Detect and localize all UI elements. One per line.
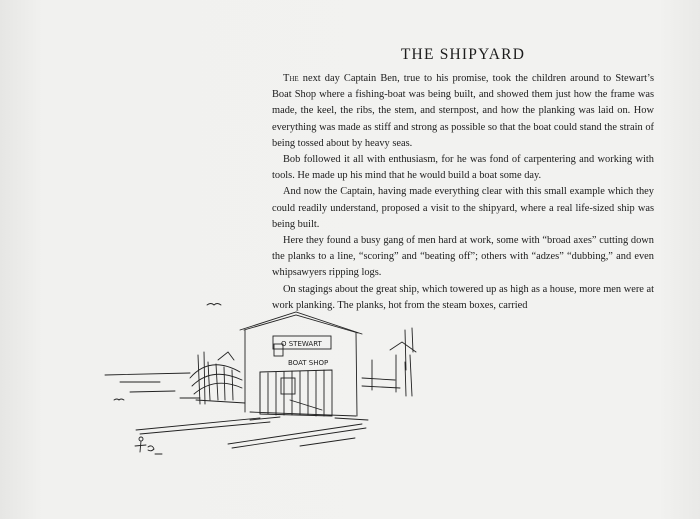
paragraph-2-text: Bob followed it all with enthusiasm, for he was fond of carpentering and working with tools. He made up his mind that he would build a boat some day. [272, 154, 654, 182]
paragraph-2 [272, 152, 654, 184]
paragraph-3-text: And now the Captain, having made everything clear with this small example which they could readily understand, proposed a visit to the shipyard, where a real life-sized ship was being built. [272, 186, 654, 230]
chapter-title: THE SHIPYARD [400, 46, 526, 63]
paragraph-4 [272, 233, 654, 282]
boat-shop-illustration [100, 300, 445, 465]
sign-text-1: O STEWART [281, 340, 322, 348]
paragraph-5-text: On stagings about the great ship, which towered up as high as a house, more men were at work planking. The planks, hot from the steam boxes, carried [272, 283, 654, 311]
paragraph-1-lead: The [283, 73, 299, 84]
paragraph-4-text: Here they found a busy gang of men hard at work, some with “broad axes” cutting down the planks to a line, “scoring” and “beating off”; others with “adzes” “dubbing,” and even whipsawyers ripping logs. [272, 235, 654, 279]
paragraph-1 [272, 71, 654, 152]
gull-sketch [207, 304, 221, 306]
paragraph-3 [272, 184, 654, 233]
sign-text-2: BOAT SHOP [288, 359, 329, 367]
boat-shop-sketch [100, 300, 445, 465]
body-text [272, 71, 654, 314]
paragraph-1-text: next day Captain Ben, true to his promise, took the children around to Stewart’s Boat Shop where a fishing-boat was being built, and showed them just how the frame was made, the keel, the ribs, the stem, and sternpost, and how the planking was laid on. How everything was made as stiff and strong as possible so that the boat could stand the strain of being tossed about by heavy seas. [272, 73, 654, 149]
